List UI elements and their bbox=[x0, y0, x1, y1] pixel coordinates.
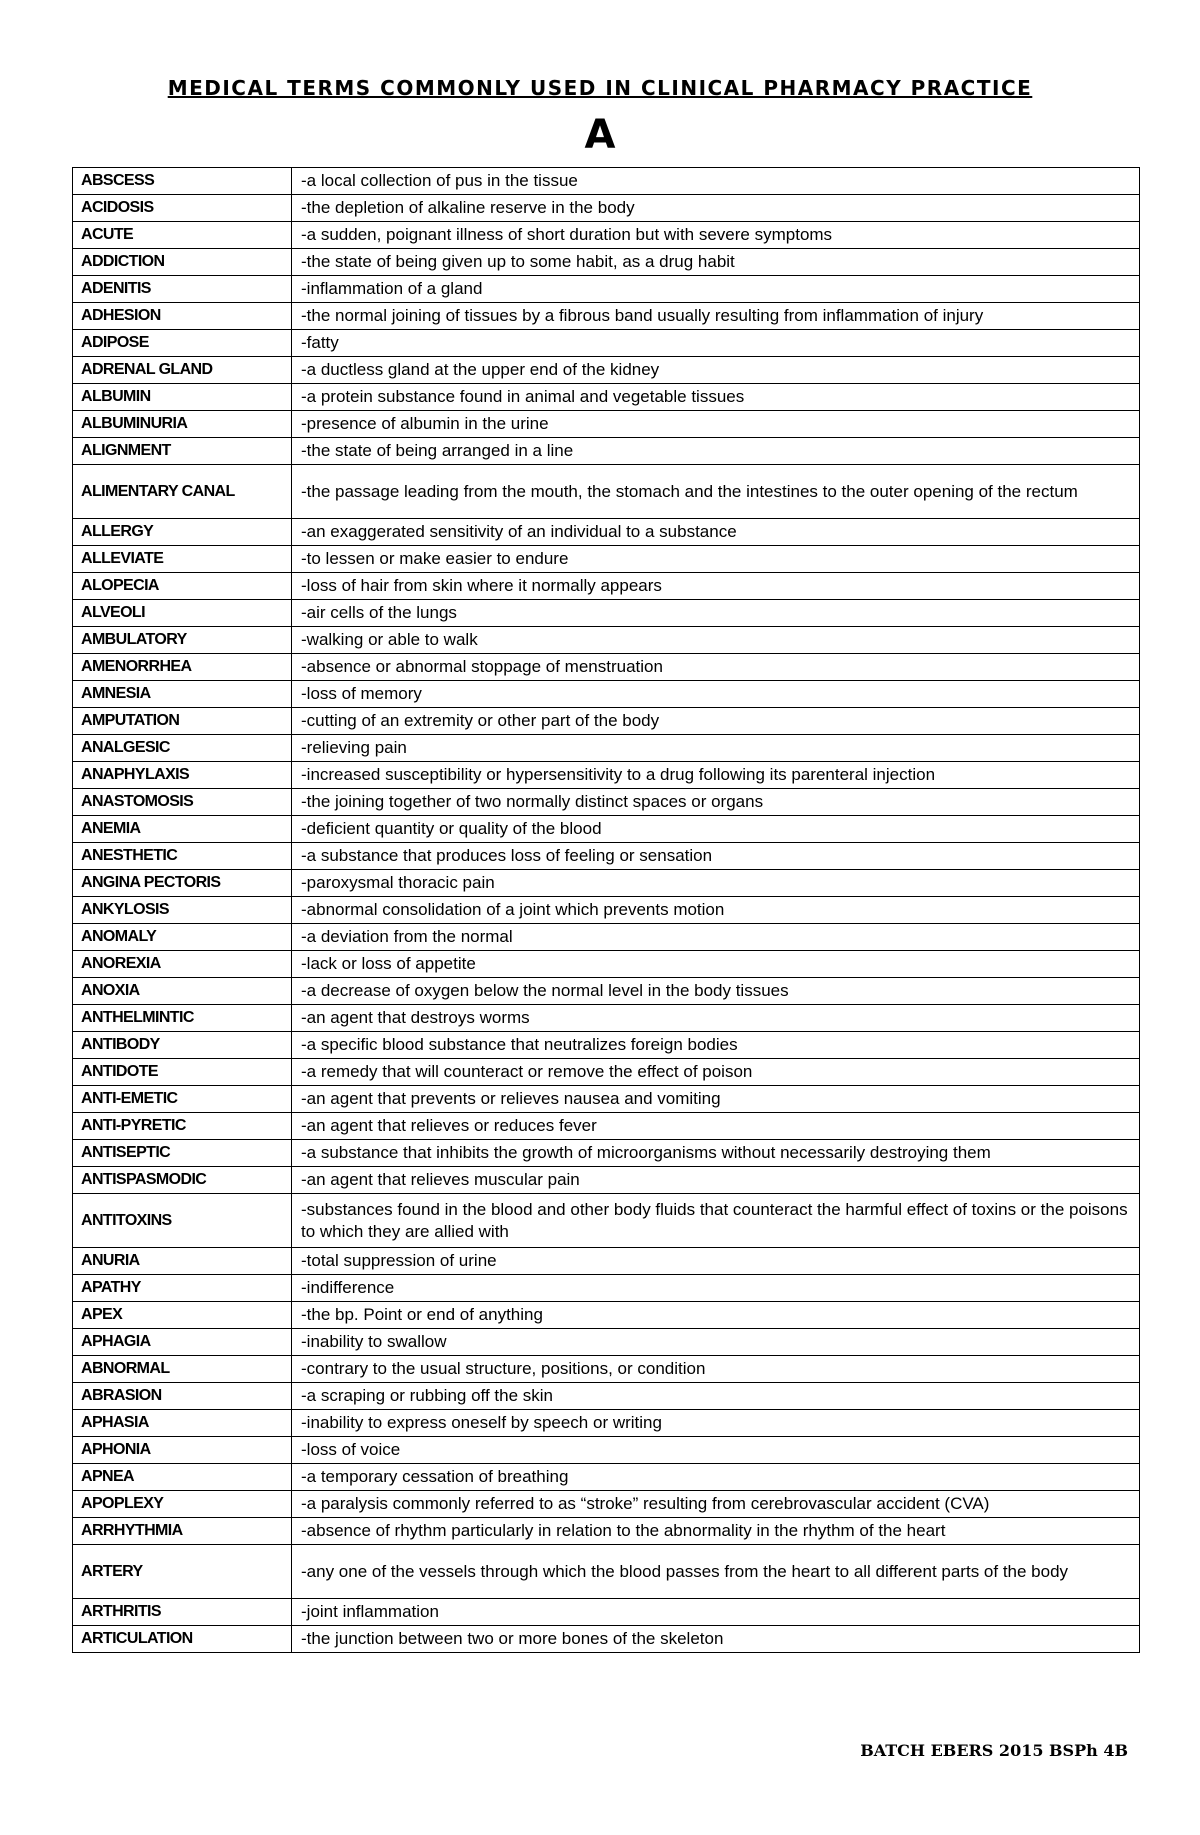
definition-cell: -a decrease of oxygen below the normal level in the body tissues bbox=[292, 978, 1140, 1005]
term-cell: APHAGIA bbox=[73, 1329, 292, 1356]
definition-cell: -the normal joining of tissues by a fibrous band usually resulting from inflammation of injury bbox=[292, 303, 1140, 330]
term-cell: ABRASION bbox=[73, 1383, 292, 1410]
table-row bbox=[73, 1356, 1140, 1383]
table-row bbox=[73, 1437, 1140, 1464]
term-cell: ANTITOXINS bbox=[73, 1194, 292, 1248]
definition-cell: -fatty bbox=[292, 330, 1140, 357]
definition-cell: -a paralysis commonly referred to as “stroke” resulting from cerebrovascular accident (CVA) bbox=[292, 1491, 1140, 1518]
table-row bbox=[73, 627, 1140, 654]
definition-cell: -the depletion of alkaline reserve in the body bbox=[292, 195, 1140, 222]
table-row bbox=[73, 303, 1140, 330]
definition-cell: -an exaggerated sensitivity of an individual to a substance bbox=[292, 519, 1140, 546]
table-row bbox=[73, 816, 1140, 843]
definition-cell: -inability to swallow bbox=[292, 1329, 1140, 1356]
table-row bbox=[73, 654, 1140, 681]
term-cell: ALIGNMENT bbox=[73, 438, 292, 465]
term-cell: APHASIA bbox=[73, 1410, 292, 1437]
definition-cell: -a substance that produces loss of feeling or sensation bbox=[292, 843, 1140, 870]
term-cell: ANTIDOTE bbox=[73, 1059, 292, 1086]
terms-table bbox=[72, 167, 1140, 1653]
table-row bbox=[73, 735, 1140, 762]
term-cell: ACIDOSIS bbox=[73, 195, 292, 222]
table-row bbox=[73, 465, 1140, 519]
definition-cell: -paroxysmal thoracic pain bbox=[292, 870, 1140, 897]
definition-cell: -a substance that inhibits the growth of microorganisms without necessarily destroying them bbox=[292, 1140, 1140, 1167]
term-cell: AMBULATORY bbox=[73, 627, 292, 654]
table-row bbox=[73, 600, 1140, 627]
table-row bbox=[73, 1032, 1140, 1059]
term-cell: ANASTOMOSIS bbox=[73, 789, 292, 816]
table-row bbox=[73, 222, 1140, 249]
definition-cell: -a remedy that will counteract or remove the effect of poison bbox=[292, 1059, 1140, 1086]
term-cell: ALIMENTARY CANAL bbox=[73, 465, 292, 519]
term-cell: ANURIA bbox=[73, 1248, 292, 1275]
definition-cell: -substances found in the blood and other body fluids that counteract the harmful effect of toxins or the poisons to which they are allied with bbox=[292, 1194, 1140, 1248]
definition-cell: -a deviation from the normal bbox=[292, 924, 1140, 951]
term-cell: ANGINA PECTORIS bbox=[73, 870, 292, 897]
table-row bbox=[73, 168, 1140, 195]
page-title: MEDICAL TERMS COMMONLY USED IN CLINICAL PHARMACY PRACTICE bbox=[167, 76, 1033, 100]
definition-cell: -loss of memory bbox=[292, 681, 1140, 708]
definition-cell: -an agent that relieves or reduces fever bbox=[292, 1113, 1140, 1140]
table-row bbox=[73, 1302, 1140, 1329]
definition-cell: -lack or loss of appetite bbox=[292, 951, 1140, 978]
term-cell: ADHESION bbox=[73, 303, 292, 330]
term-cell: ARTICULATION bbox=[73, 1626, 292, 1653]
term-cell: ANTI-EMETIC bbox=[73, 1086, 292, 1113]
term-cell: APATHY bbox=[73, 1275, 292, 1302]
definition-cell: -a scraping or rubbing off the skin bbox=[292, 1383, 1140, 1410]
table-row bbox=[73, 546, 1140, 573]
table-row bbox=[73, 330, 1140, 357]
definition-cell: -the state of being arranged in a line bbox=[292, 438, 1140, 465]
term-cell: ANOXIA bbox=[73, 978, 292, 1005]
definition-cell: -relieving pain bbox=[292, 735, 1140, 762]
definition-cell: -loss of hair from skin where it normally appears bbox=[292, 573, 1140, 600]
definition-cell: -a protein substance found in animal and vegetable tissues bbox=[292, 384, 1140, 411]
term-cell: ARTERY bbox=[73, 1545, 292, 1599]
definition-cell: -the junction between two or more bones of the skeleton bbox=[292, 1626, 1140, 1653]
definition-cell: -loss of voice bbox=[292, 1437, 1140, 1464]
table-row bbox=[73, 1410, 1140, 1437]
table-row bbox=[73, 1140, 1140, 1167]
term-cell: ARTHRITIS bbox=[73, 1599, 292, 1626]
term-cell: ANALGESIC bbox=[73, 735, 292, 762]
table-row bbox=[73, 1626, 1140, 1653]
term-cell: ALLERGY bbox=[73, 519, 292, 546]
term-cell: ADIPOSE bbox=[73, 330, 292, 357]
definition-cell: -cutting of an extremity or other part of the body bbox=[292, 708, 1140, 735]
section-letter: A bbox=[584, 112, 616, 158]
term-cell: AMENORRHEA bbox=[73, 654, 292, 681]
definition-cell: -the state of being given up to some habit, as a drug habit bbox=[292, 249, 1140, 276]
table-row bbox=[73, 681, 1140, 708]
definition-cell: -a sudden, poignant illness of short duration but with severe symptoms bbox=[292, 222, 1140, 249]
term-cell: ANTIBODY bbox=[73, 1032, 292, 1059]
term-cell: ANESTHETIC bbox=[73, 843, 292, 870]
table-row bbox=[73, 1167, 1140, 1194]
term-cell: APOPLEXY bbox=[73, 1491, 292, 1518]
definition-cell: -walking or able to walk bbox=[292, 627, 1140, 654]
term-cell: APNEA bbox=[73, 1464, 292, 1491]
table-row bbox=[73, 411, 1140, 438]
table-row bbox=[73, 1086, 1140, 1113]
definition-cell: -an agent that prevents or relieves nausea and vomiting bbox=[292, 1086, 1140, 1113]
table-row bbox=[73, 843, 1140, 870]
table-row bbox=[73, 1194, 1140, 1248]
table-row bbox=[73, 708, 1140, 735]
term-cell: ALBUMINURIA bbox=[73, 411, 292, 438]
definition-cell: -any one of the vessels through which the blood passes from the heart to all different parts of the body bbox=[292, 1545, 1140, 1599]
definition-cell: -a specific blood substance that neutralizes foreign bodies bbox=[292, 1032, 1140, 1059]
term-cell: ADRENAL GLAND bbox=[73, 357, 292, 384]
term-cell: ANTISEPTIC bbox=[73, 1140, 292, 1167]
term-cell: AMPUTATION bbox=[73, 708, 292, 735]
term-cell: APEX bbox=[73, 1302, 292, 1329]
table-row bbox=[73, 573, 1140, 600]
footer-batch-label: BATCH EBERS 2015 BSPh 4B bbox=[860, 1741, 1128, 1760]
definition-cell: -an agent that relieves muscular pain bbox=[292, 1167, 1140, 1194]
definition-cell: -joint inflammation bbox=[292, 1599, 1140, 1626]
term-cell: ANTHELMINTIC bbox=[73, 1005, 292, 1032]
term-cell: ANTI-PYRETIC bbox=[73, 1113, 292, 1140]
table-row bbox=[73, 249, 1140, 276]
table-row bbox=[73, 357, 1140, 384]
table-row bbox=[73, 1545, 1140, 1599]
term-cell: AMNESIA bbox=[73, 681, 292, 708]
term-cell: ACUTE bbox=[73, 222, 292, 249]
term-cell: ANOREXIA bbox=[73, 951, 292, 978]
definition-cell: -a ductless gland at the upper end of the kidney bbox=[292, 357, 1140, 384]
term-cell: ANTISPASMODIC bbox=[73, 1167, 292, 1194]
table-row bbox=[73, 519, 1140, 546]
term-cell: ALBUMIN bbox=[73, 384, 292, 411]
table-row bbox=[73, 1329, 1140, 1356]
terms-table-body bbox=[73, 168, 1140, 1653]
term-cell: ADENITIS bbox=[73, 276, 292, 303]
table-row bbox=[73, 1464, 1140, 1491]
table-row bbox=[73, 789, 1140, 816]
table-row bbox=[73, 870, 1140, 897]
term-cell: ALLEVIATE bbox=[73, 546, 292, 573]
table-row bbox=[73, 1518, 1140, 1545]
definition-cell: -air cells of the lungs bbox=[292, 600, 1140, 627]
table-row bbox=[73, 978, 1140, 1005]
definition-cell: -the bp. Point or end of anything bbox=[292, 1302, 1140, 1329]
table-row bbox=[73, 195, 1140, 222]
table-row bbox=[73, 897, 1140, 924]
definition-cell: -total suppression of urine bbox=[292, 1248, 1140, 1275]
definition-cell: -absence of rhythm particularly in relation to the abnormality in the rhythm of the heart bbox=[292, 1518, 1140, 1545]
table-row bbox=[73, 1275, 1140, 1302]
term-cell: ALVEOLI bbox=[73, 600, 292, 627]
definition-cell: -increased susceptibility or hypersensitivity to a drug following its parenteral injection bbox=[292, 762, 1140, 789]
definition-cell: -the joining together of two normally distinct spaces or organs bbox=[292, 789, 1140, 816]
table-row bbox=[73, 1248, 1140, 1275]
term-cell: ANEMIA bbox=[73, 816, 292, 843]
term-cell: ALOPECIA bbox=[73, 573, 292, 600]
term-cell: ANKYLOSIS bbox=[73, 897, 292, 924]
definition-cell: -inability to express oneself by speech or writing bbox=[292, 1410, 1140, 1437]
table-row bbox=[73, 762, 1140, 789]
table-row bbox=[73, 384, 1140, 411]
table-row bbox=[73, 438, 1140, 465]
term-cell: ANOMALY bbox=[73, 924, 292, 951]
definition-cell: -to lessen or make easier to endure bbox=[292, 546, 1140, 573]
term-cell: ABNORMAL bbox=[73, 1356, 292, 1383]
definition-cell: -absence or abnormal stoppage of menstruation bbox=[292, 654, 1140, 681]
table-row bbox=[73, 1005, 1140, 1032]
term-cell: ARRHYTHMIA bbox=[73, 1518, 292, 1545]
definition-cell: -inflammation of a gland bbox=[292, 276, 1140, 303]
definition-cell: -indifference bbox=[292, 1275, 1140, 1302]
term-cell: ANAPHYLAXIS bbox=[73, 762, 292, 789]
term-cell: ADDICTION bbox=[73, 249, 292, 276]
table-row bbox=[73, 1383, 1140, 1410]
definition-cell: -abnormal consolidation of a joint which prevents motion bbox=[292, 897, 1140, 924]
table-row bbox=[73, 1491, 1140, 1518]
table-row bbox=[73, 1059, 1140, 1086]
table-row bbox=[73, 1113, 1140, 1140]
table-row bbox=[73, 1599, 1140, 1626]
term-cell: APHONIA bbox=[73, 1437, 292, 1464]
table-row bbox=[73, 924, 1140, 951]
definition-cell: -deficient quantity or quality of the blood bbox=[292, 816, 1140, 843]
definition-cell: -presence of albumin in the urine bbox=[292, 411, 1140, 438]
term-cell: ABSCESS bbox=[73, 168, 292, 195]
definition-cell: -a temporary cessation of breathing bbox=[292, 1464, 1140, 1491]
definition-cell: -an agent that destroys worms bbox=[292, 1005, 1140, 1032]
definition-cell: -contrary to the usual structure, positions, or condition bbox=[292, 1356, 1140, 1383]
table-row bbox=[73, 951, 1140, 978]
table-row bbox=[73, 276, 1140, 303]
definition-cell: -the passage leading from the mouth, the stomach and the intestines to the outer opening of the rectum bbox=[292, 465, 1140, 519]
definition-cell: -a local collection of pus in the tissue bbox=[292, 168, 1140, 195]
